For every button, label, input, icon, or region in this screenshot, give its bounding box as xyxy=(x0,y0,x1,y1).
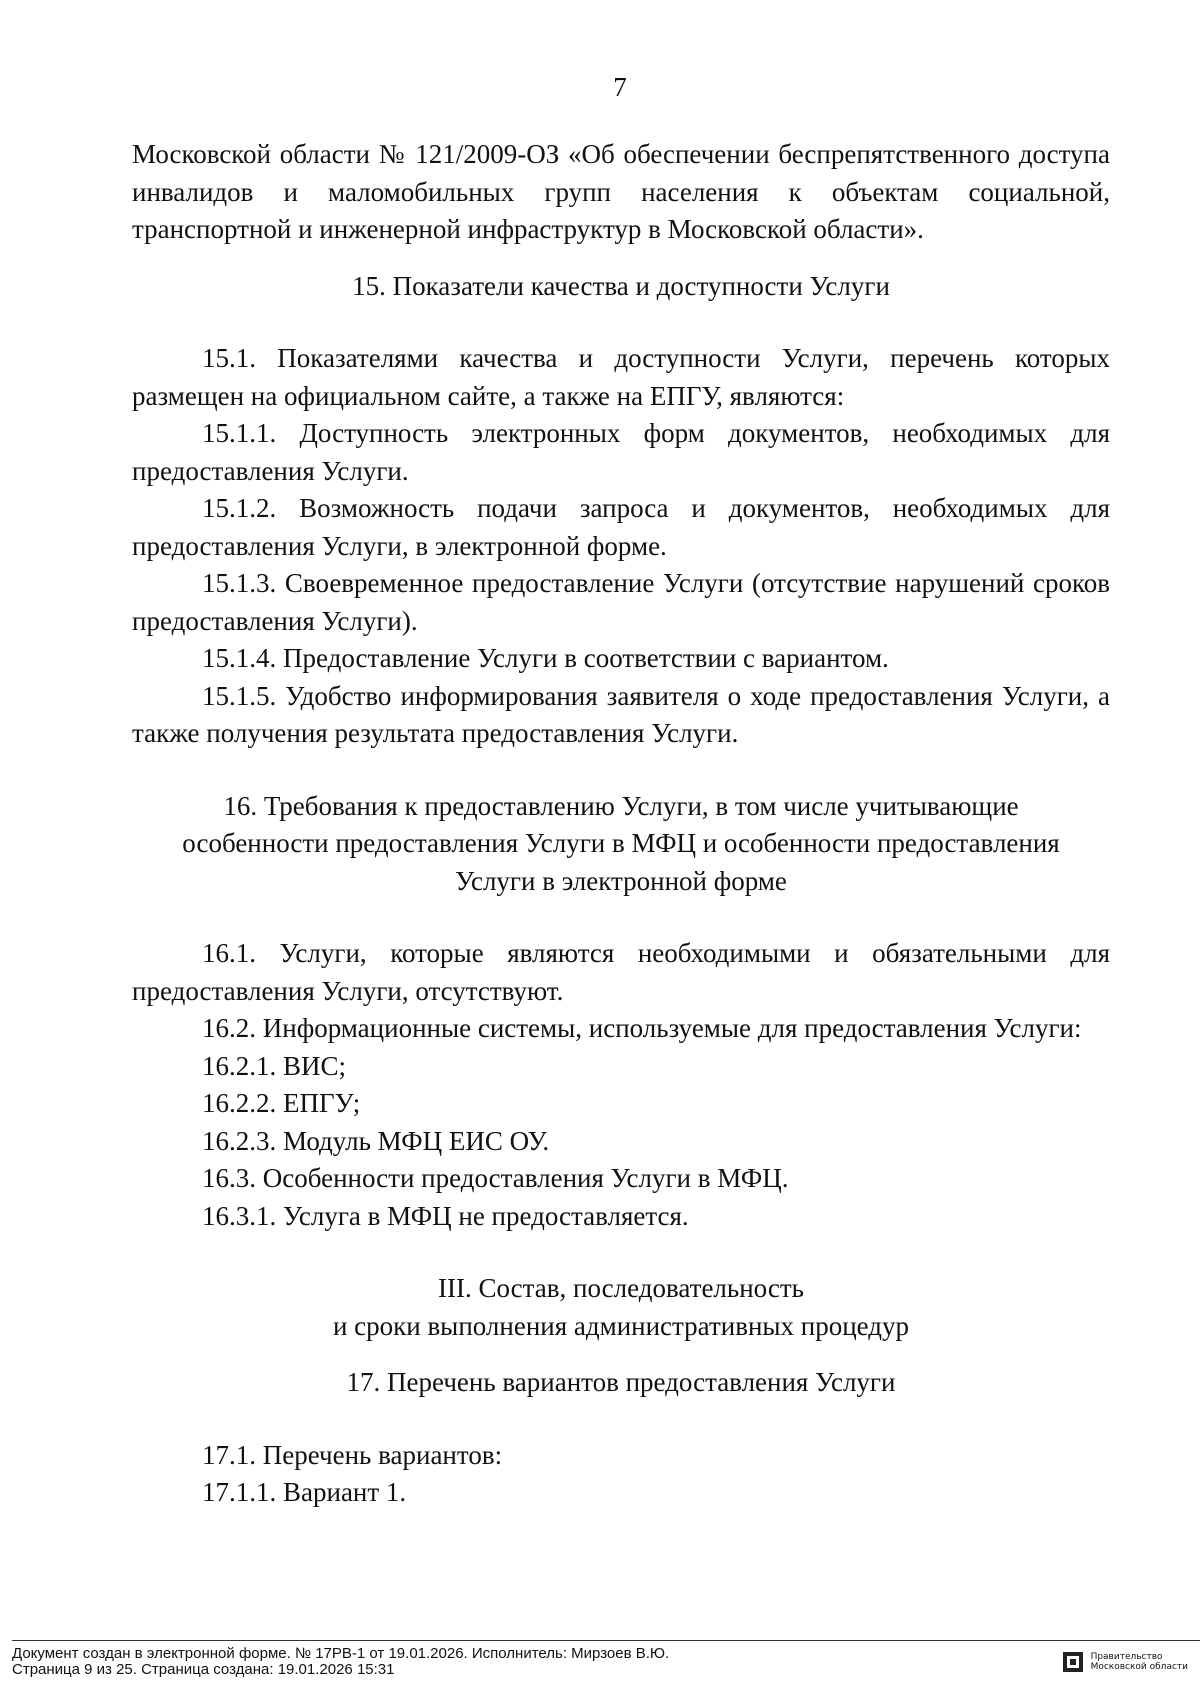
paragraph-17-1-1: 17.1.1. Вариант 1. xyxy=(202,1477,407,1507)
paragraph-16-2: 16.2. Информационные системы, используемые для предоставления Услуги: xyxy=(202,1013,1082,1043)
footer-line-2: Страница 9 из 25. Страница создана: 19.01.2026 15:31 xyxy=(12,1661,395,1678)
footer-info xyxy=(12,1646,669,1678)
paragraph-15-1-5: 15.1.5. Удобство информирования заявителя о ходе предоставления Услуги, а также получения результата предоставления Услуги. xyxy=(132,680,1110,748)
paragraph-16-3-1: 16.3.1. Услуга в МФЦ не предоставляется. xyxy=(202,1200,689,1231)
paragraph-intro: Московской области № 121/2009-ОЗ «Об обеспечении беспрепятственного доступа инвалидов и маломобильных групп населения к объектам социальной, транспортной и инженерной инфраструктур в Московской области». xyxy=(132,139,1110,244)
paragraph-16-2-3: 16.2.3. Модуль МФЦ ЕИС ОУ. xyxy=(202,1125,550,1156)
chapter-heading-3-line2: и сроки выполнения административных процедур xyxy=(332,1310,910,1341)
footer-divider xyxy=(12,1640,1200,1641)
coat-of-arms-icon xyxy=(1061,1650,1085,1674)
chapter-heading-3-line1: III. Состав, последовательность xyxy=(438,1273,804,1303)
section-heading-17: 17. Перечень вариантов предоставления Услуги xyxy=(346,1367,896,1397)
section-heading-15: 15. Показатели качества и доступности Услуги xyxy=(352,270,890,301)
paragraph-17-1: 17.1. Перечень вариантов: xyxy=(202,1439,503,1470)
section-heading-16-line1: 16. Требования к предоставлению Услуги, в том числе учитывающие xyxy=(223,790,1019,821)
document-body xyxy=(132,136,1110,1512)
paragraph-15-1-3: 15.1.3. Своевременное предоставление Услуги (отсутствие нарушений сроков предоставления Услуги). xyxy=(132,568,1110,636)
page-number: 7 xyxy=(613,72,627,102)
logo-text-line-1: Правительство xyxy=(1090,1652,1163,1662)
paragraph-16-2-1: 16.2.1. ВИС; xyxy=(202,1050,347,1081)
government-logo xyxy=(1061,1650,1188,1674)
paragraph-16-1: 16.1. Услуги, которые являются необходимыми и обязательными для предоставления Услуги, отсутствуют. xyxy=(132,938,1110,1006)
paragraph-15-1: 15.1. Показателями качества и доступности Услуги, перечень которых размещен на официальном сайте, а также на ЕПГУ, являются: xyxy=(132,343,1110,411)
paragraph-15-1-1: 15.1.1. Доступность электронных форм документов, необходимых для предоставления Услуги. xyxy=(132,418,1110,486)
logo-text-line-2: Московской области xyxy=(1090,1662,1188,1672)
section-heading-16-line2: особенности предоставления Услуги в МФЦ и особенности предоставления xyxy=(182,828,1060,858)
paragraph-16-2-2: 16.2.2. ЕПГУ; xyxy=(202,1088,361,1118)
footer-line-1: Документ создан в электронной форме. № 17РВ-1 от 19.01.2026. Исполнитель: Мирзоев В.Ю. xyxy=(12,1645,670,1662)
paragraph-15-1-2: 15.1.2. Возможность подачи запроса и документов, необходимых для предоставления Услуги, в электронной форме. xyxy=(132,493,1110,561)
paragraph-16-3: 16.3. Особенности предоставления Услуги в МФЦ. xyxy=(202,1163,789,1193)
section-heading-16-line3: Услуги в электронной форме xyxy=(455,865,787,896)
paragraph-15-1-4: 15.1.4. Предоставление Услуги в соответствии с вариантом. xyxy=(202,643,889,673)
